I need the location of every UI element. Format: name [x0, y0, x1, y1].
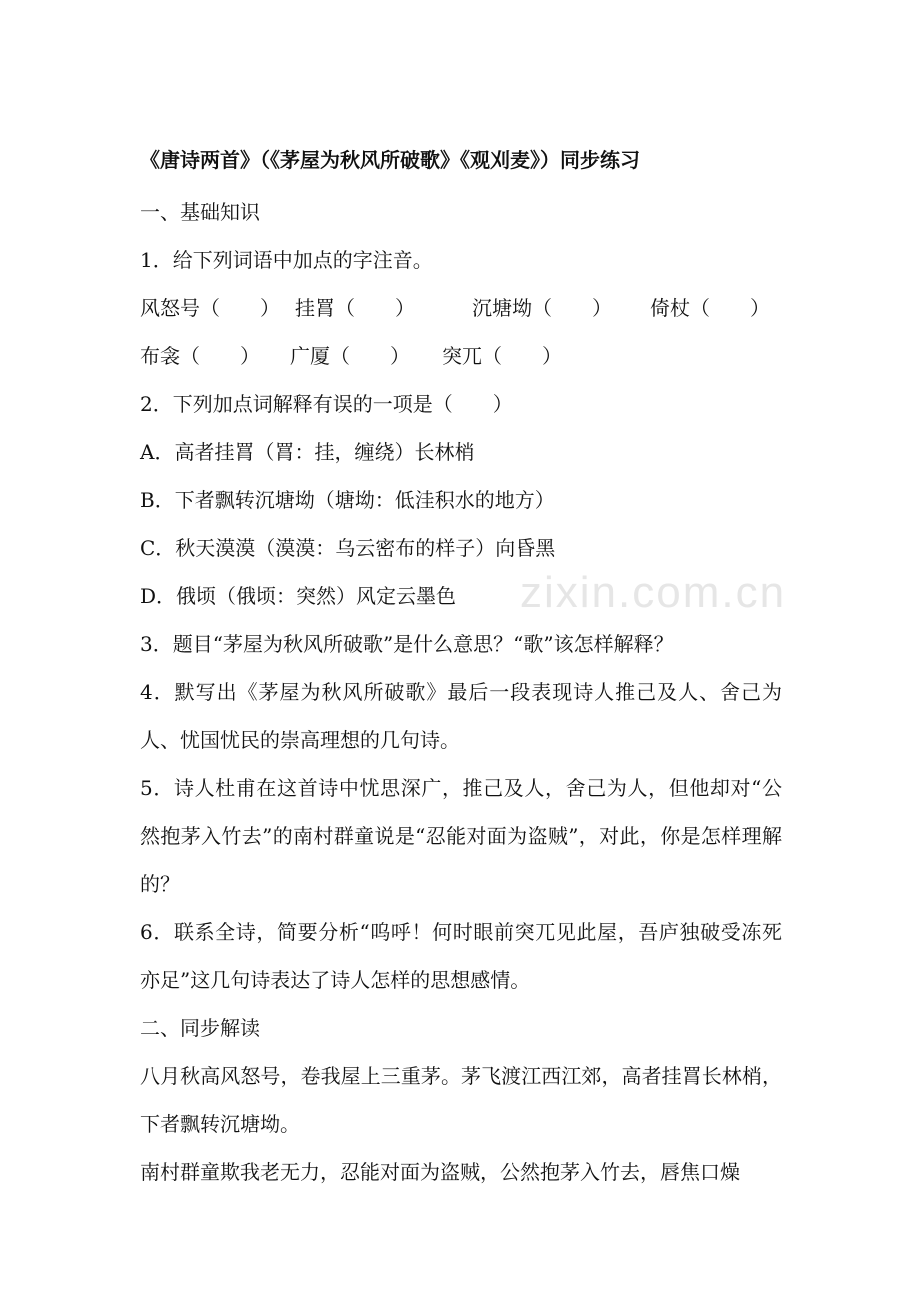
- poem-paragraph-1: 八月秋高风怒号，卷我屋上三重茅。茅飞渡江西江郊，高者挂罥长林梢，下者飘转沉塘坳。: [140, 1064, 782, 1136]
- pinyin-blank-item: 沉塘坳（ ）: [472, 296, 612, 320]
- question-3: 3．题目“茅屋为秋风所破歌”是什么意思？“歌”该怎样解释？: [140, 632, 674, 656]
- pinyin-blank-item: 广厦（ ）: [290, 344, 410, 368]
- question-2-option-c: C．秋天漠漠（漠漠：乌云密布的样子）向昏黑: [140, 536, 556, 560]
- question-1-prompt: 1．给下列词语中加点的字注音。: [140, 248, 433, 272]
- pinyin-blank-item: 布衾（ ）: [140, 344, 260, 368]
- pinyin-blank-item: 风怒号（ ）: [140, 296, 280, 320]
- document-body: [140, 188, 782, 1196]
- question-2-option-d: D．俄顷（俄顷：突然）风定云墨色: [140, 584, 457, 608]
- pinyin-blank-item: 突兀（ ）: [442, 344, 562, 368]
- question-2-option-a: A．高者挂罥（罥：挂，缠绕）长林梢: [140, 440, 475, 464]
- watermark: zixin.com.cn: [520, 568, 787, 617]
- question-2-prompt: 2．下列加点词解释有误的一项是（ ）: [140, 392, 513, 416]
- section-heading-reading: 二、同步解读: [140, 1016, 260, 1040]
- section-heading-basic-knowledge: 一、基础知识: [140, 200, 260, 224]
- document-title: 《唐诗两首》（《茅屋为秋风所破歌》《观刈麦》）同步练习: [140, 148, 640, 172]
- question-5: 5．诗人杜甫在这首诗中忧思深广，推己及人，舍己为人，但他却对“公然抱茅入竹去”的南村群童说是“忍能对面为盗贼”，对此，你是怎样理解的？: [140, 776, 782, 896]
- question-4: 4．默写出《茅屋为秋风所破歌》最后一段表现诗人推己及人、舍己为人、忧国忧民的崇高理想的几句诗。: [140, 680, 782, 752]
- pinyin-blank-item: 倚杖（ ）: [650, 296, 770, 320]
- poem-paragraph-2: 南村群童欺我老无力，忍能对面为盗贼，公然抱茅入竹去，唇焦口燥: [140, 1160, 740, 1184]
- question-1-row-2: [140, 332, 782, 380]
- question-6: 6．联系全诗，简要分析“呜呼！何时眼前突兀见此屋，吾庐独破受冻死亦足”这几句诗表达了诗人怎样的思想感情。: [140, 920, 782, 992]
- question-2-option-b: B．下者飘转沉塘坳（塘坳：低洼积水的地方）: [140, 488, 555, 512]
- question-1-row-1: [140, 284, 782, 332]
- pinyin-blank-item: 挂罥（ ）: [295, 296, 415, 320]
